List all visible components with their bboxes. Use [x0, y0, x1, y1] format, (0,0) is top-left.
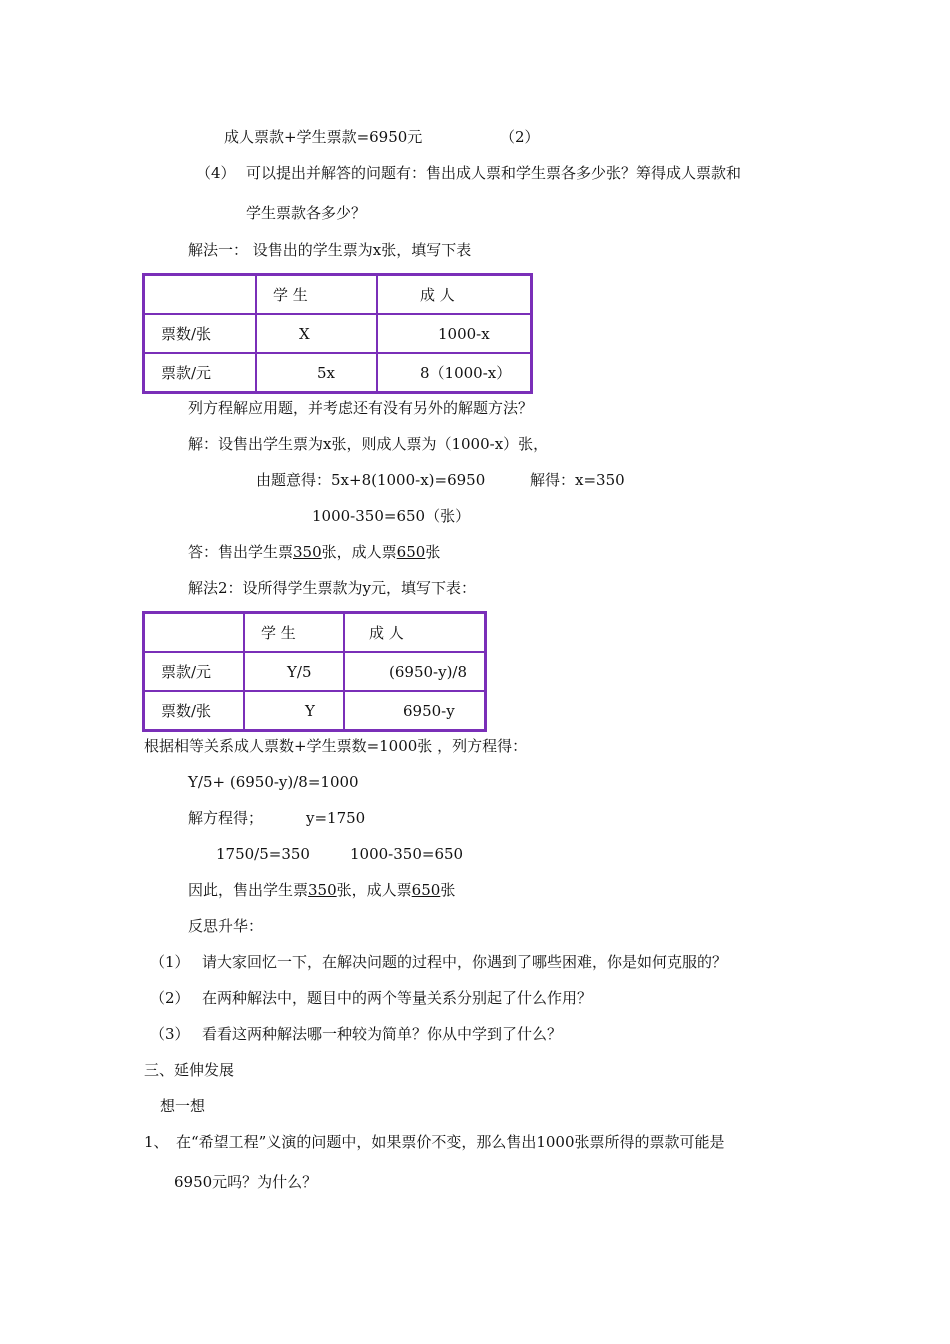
subsection-heading: 想一想	[160, 1097, 206, 1115]
method-2-equation: Y/5+ (6950-y)/8=1000	[188, 773, 359, 791]
table-cell: 6950-y	[344, 691, 486, 731]
method-2-answer	[188, 880, 455, 900]
method-1-answer	[188, 542, 440, 562]
answer-adult-count: 650	[396, 543, 426, 561]
table-cell: 8（1000-x）	[377, 353, 532, 393]
table-method-2	[142, 611, 487, 732]
section-heading: 三、延伸发展	[144, 1061, 235, 1079]
reflection-1-text: 请大家回忆一下，在解决问题的过程中，你遇到了哪些困难，你是如何克服的？	[202, 953, 728, 971]
answer-text: 张，成人票	[336, 881, 412, 899]
reflection-2-text: 在两种解法中，题目中的两个等量关系分别起了什么作用？	[202, 989, 593, 1007]
table-cell: (6950-y)/8	[344, 652, 486, 691]
answer-text: 张	[440, 881, 456, 899]
reflection-3-text: 看看这两种解法哪一种较为简单？你从中学到了什么？	[202, 1025, 563, 1043]
reflection-heading: 反思升华：	[188, 917, 264, 935]
table-cell: 学 生	[244, 613, 344, 653]
table-cell: 1000-x	[377, 314, 532, 353]
method-1-intro: 解法一： 设售出的学生票为x张，填写下表	[188, 241, 472, 259]
method-1-equation: 由题意得：5x+8(1000-x)=6950	[256, 471, 486, 489]
method-2-solve-label: 解方程得；	[188, 809, 264, 827]
table-cell: Y	[244, 691, 344, 731]
table-cell: 学 生	[256, 275, 377, 315]
method-2-relation: 根据相等关系成人票数+学生票数=1000张 ，列方程得：	[144, 737, 528, 755]
equation-2: 成人票款+学生票款=6950元	[224, 128, 423, 146]
table-cell: Y/5	[244, 652, 344, 691]
equation-2-number: （2）	[500, 128, 540, 146]
table-cell: 成 人	[344, 613, 486, 653]
method-2-calc-adult: 1000-350=650	[350, 845, 464, 863]
reflection-3-number: （3）	[150, 1025, 190, 1043]
table-row	[144, 353, 532, 393]
method-1-let: 解：设售出学生票为x张，则成人票为（1000-x）张，	[188, 435, 549, 453]
table-cell: 成 人	[377, 275, 532, 315]
answer-text: 答：售出学生票	[188, 543, 294, 561]
answer-student-count: 350	[308, 881, 337, 899]
answer-text: 张，成人票	[321, 543, 397, 561]
table-cell: 票款/元	[144, 353, 257, 393]
question-4-continuation: 学生票款各多少？	[246, 204, 367, 222]
question-1-number: 1、	[144, 1133, 169, 1151]
method-1-solution: 解得：x=350	[530, 471, 625, 489]
answer-adult-count: 650	[411, 881, 441, 899]
question-1-text: 在“希望工程”义演的问题中，如果票价不变，那么售出1000张票所得的票款可能是	[176, 1133, 725, 1151]
answer-text: 因此，售出学生票	[188, 881, 309, 899]
table-row	[144, 691, 486, 731]
table-row	[144, 652, 486, 691]
table-cell: 票数/张	[144, 691, 245, 731]
question-4-text: 可以提出并解答的问题有：售出成人票和学生票各多少张？筹得成人票款和	[246, 164, 742, 182]
method-2-solve-result: y=1750	[306, 809, 366, 827]
table-cell	[144, 275, 257, 315]
method-1-calculation: 1000-350=650（张）	[312, 507, 471, 525]
answer-text: 张	[425, 543, 441, 561]
method-2-calc-student: 1750/5=350	[216, 845, 310, 863]
table-cell: X	[256, 314, 377, 353]
reflection-1-number: （1）	[150, 953, 190, 971]
table-cell: 5x	[256, 353, 377, 393]
method-1-prompt: 列方程解应用题，并考虑还有没有另外的解题方法？	[188, 399, 534, 417]
question-1-continuation: 6950元吗？为什么？	[174, 1173, 318, 1191]
question-4-number: （4）	[196, 164, 236, 182]
table-cell	[144, 613, 245, 653]
table-cell: 票款/元	[144, 652, 245, 691]
table-header-row	[144, 275, 532, 315]
table-header-row	[144, 613, 486, 653]
answer-student-count: 350	[293, 543, 322, 561]
table-row	[144, 314, 532, 353]
method-2-intro: 解法2：设所得学生票款为y元，填写下表：	[188, 579, 477, 597]
table-cell: 票数/张	[144, 314, 257, 353]
table-method-1	[142, 273, 533, 394]
reflection-2-number: （2）	[150, 989, 190, 1007]
